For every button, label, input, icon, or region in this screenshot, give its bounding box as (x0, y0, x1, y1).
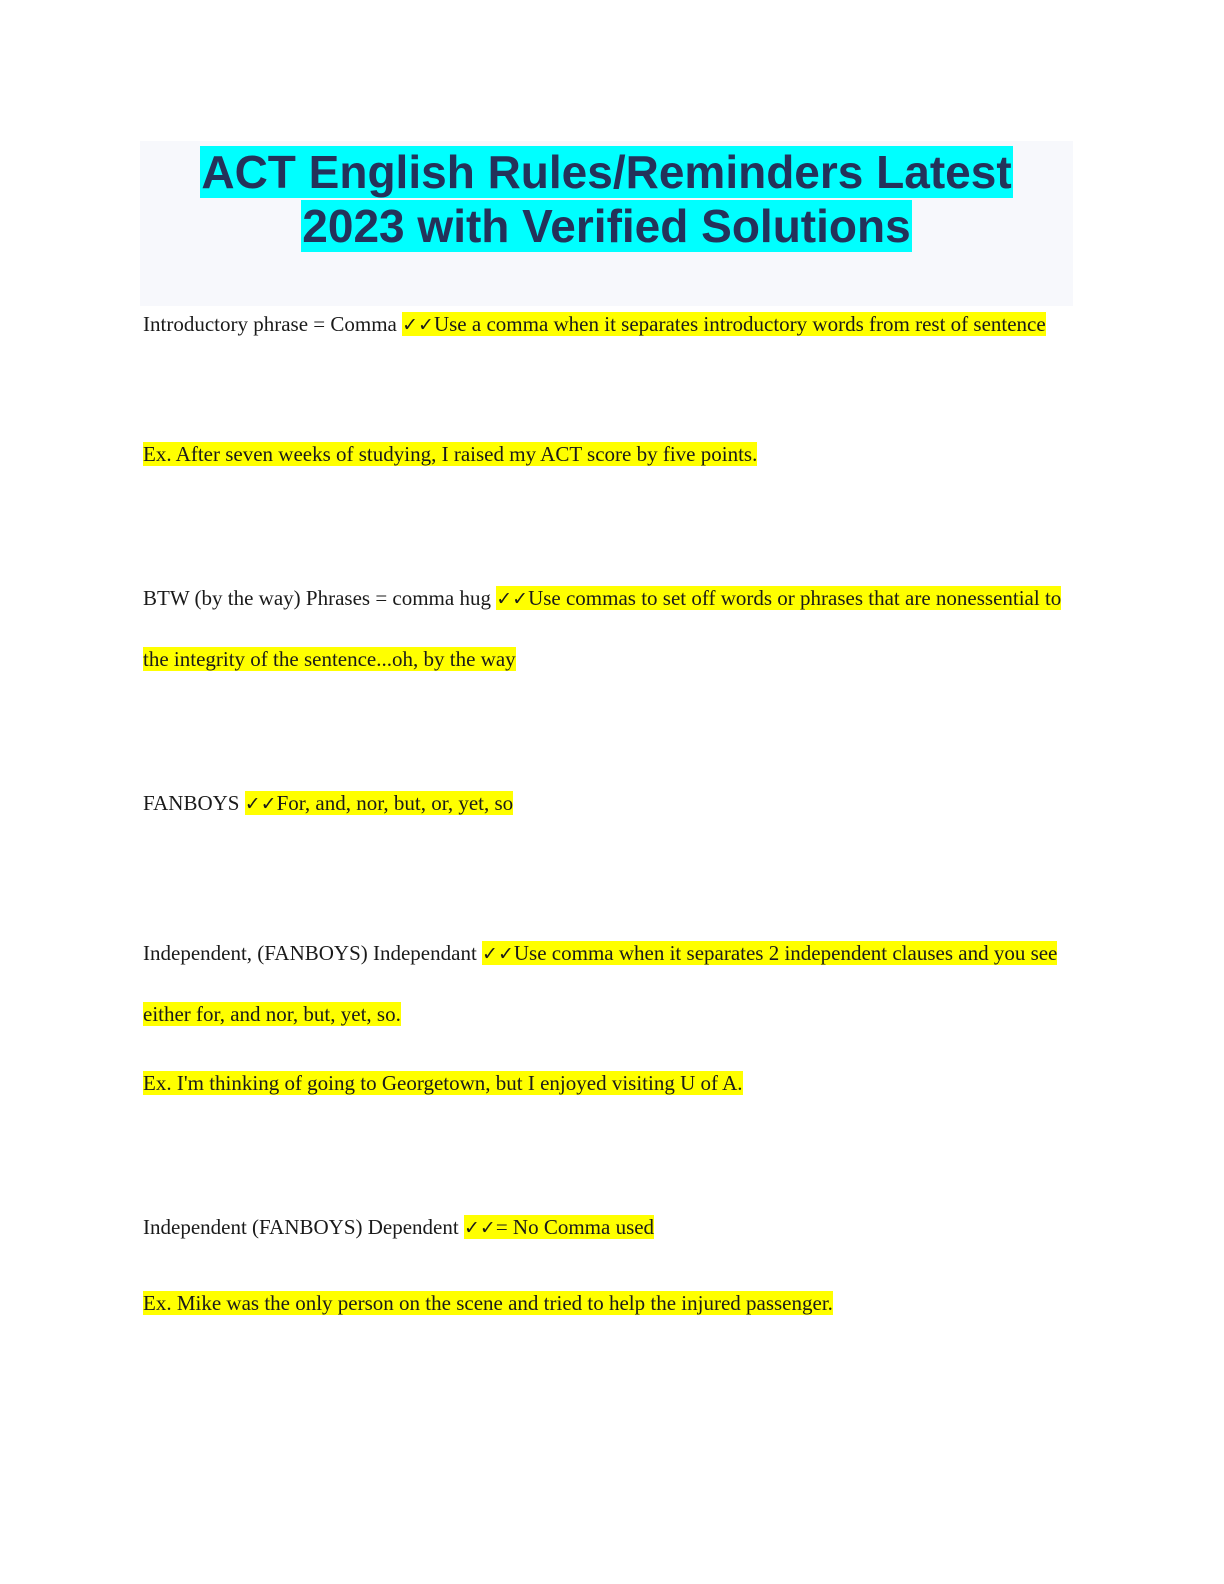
title-line-1: ACT English Rules/Reminders Latest (201, 146, 1012, 198)
entry-fanboys (143, 788, 1078, 819)
entry-independent-dependent (143, 1212, 1078, 1243)
double-check-icon: ✓✓ (496, 588, 529, 610)
example-text: Ex. After seven weeks of studying, I raised my ACT score by five points. (143, 442, 758, 466)
entry-introductory-phrase (143, 294, 1078, 355)
entry-term: Independent (FANBOYS) Dependent (143, 1215, 464, 1239)
entry-btw-phrases (143, 568, 1078, 689)
example-independent-dependent (143, 1288, 1078, 1318)
entry-term: Introductory phrase = Comma (143, 312, 403, 336)
entry-term: Independent, (FANBOYS) Independant (143, 941, 483, 965)
entry-highlight (464, 1215, 654, 1239)
title-box (140, 141, 1073, 306)
entry-independent-comma (143, 923, 1078, 1044)
example-independent-comma (143, 1068, 1078, 1098)
entry-highlight (245, 791, 513, 815)
title-line-2: 2023 with Verified Solutions (302, 200, 911, 252)
example-introductory-phrase (143, 439, 1078, 469)
entry-term: BTW (by the way) Phrases = comma hug (143, 586, 497, 610)
example-text: Ex. I'm thinking of going to Georgetown, but I enjoyed visiting U of A. (143, 1071, 743, 1095)
double-check-icon: ✓✓ (482, 943, 514, 965)
entry-definition: Use comma when it separates 2 independent clauses and you see either for, and nor, but, yet, so. (143, 941, 1058, 1026)
example-text: Ex. Mike was the only person on the scene and tried to help the injured passenger. (143, 1291, 833, 1315)
entry-definition: Use a comma when it separates introductory words from rest of sentence (433, 312, 1046, 336)
entry-definition: = No Comma used (495, 1215, 655, 1239)
entry-term: FANBOYS (143, 791, 245, 815)
entry-highlight (402, 312, 1046, 336)
document-title (140, 141, 1073, 253)
double-check-icon: ✓✓ (244, 793, 277, 815)
double-check-icon: ✓✓ (463, 1217, 496, 1239)
entry-definition: For, and, nor, but, or, yet, so (276, 791, 514, 815)
entry-definition: Use commas to set off words or phrases that are nonessential to the integrity of the sentence...oh, by the way (143, 586, 1062, 671)
double-check-icon: ✓✓ (402, 314, 434, 336)
